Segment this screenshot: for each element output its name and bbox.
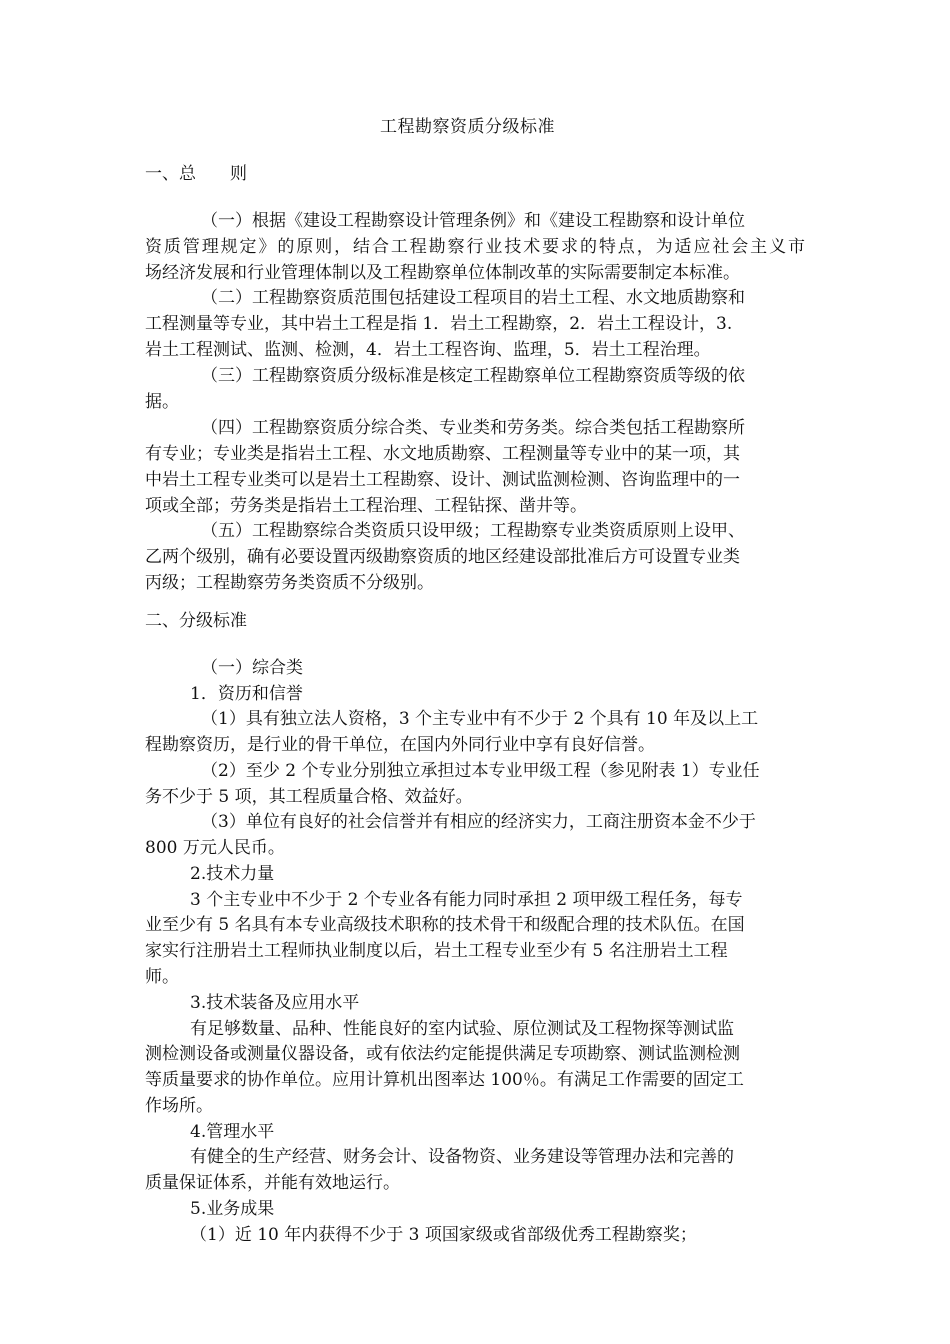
paragraph-line: 丙级；工程勘察劳务类资质不分级别。 <box>145 573 434 593</box>
paragraph-line: 岩土工程测试、监测、检测，4．岩土工程咨询、监理，5．岩土工程治理。 <box>145 340 711 360</box>
item-heading: 5.业务成果 <box>190 1199 275 1219</box>
paragraph-line: 据。 <box>145 392 179 412</box>
paragraph-line: 程勘察资历，是行业的骨干单位，在国内外同行业中享有良好信誉。 <box>145 735 655 755</box>
paragraph-line: （五）工程勘察综合类资质只设甲级；工程勘察专业类资质原则上设甲、 <box>201 521 745 541</box>
paragraph-line: 师。 <box>145 967 179 987</box>
paragraph-line: 测检测设备或测量仪器设备，或有依法约定能提供满足专项勘察、测试监测检测 <box>145 1044 740 1064</box>
section-heading-grading: 二、分级标准 <box>145 611 247 631</box>
item-heading: 4.管理水平 <box>190 1122 275 1142</box>
paragraph-line: 家实行注册岩土工程师执业制度以后，岩土工程专业至少有 5 名注册岩土工程 <box>145 941 728 961</box>
paragraph-line: （三）工程勘察资质分级标准是核定工程勘察单位工程勘察资质等级的依 <box>201 366 745 386</box>
paragraph-line: 项或全部；劳务类是指岩土工程治理、工程钻探、凿井等。 <box>145 496 587 516</box>
paragraph-line: （1）具有独立法人资格，3 个主专业中有不少于 2 个具有 10 年及以上工 <box>201 709 759 729</box>
paragraph-line: 乙两个级别，确有必要设置丙级勘察资质的地区经建设部批准后方可设置专业类 <box>145 547 740 567</box>
paragraph-line: （四）工程勘察资质分综合类、专业类和劳务类。综合类包括工程勘察所 <box>201 418 745 438</box>
paragraph-line: 业至少有 5 名具有本专业高级技术职称的技术骨干和级配合理的技术队伍。在国 <box>145 915 745 935</box>
paragraph-line: 务不少于 5 项，其工程质量合格、效益好。 <box>145 787 473 807</box>
paragraph-line: （3）单位有良好的社会信誉并有相应的经济实力，工商注册资本金不少于 <box>201 812 756 832</box>
subsection-heading: （一）综合类 <box>201 658 303 678</box>
item-heading: 2.技术力量 <box>190 864 275 884</box>
paragraph-line: （二）工程勘察资质范围包括建设工程项目的岩土工程、水文地质勘察和 <box>201 288 745 308</box>
paragraph-line: 资质管理规定》的原则，结合工程勘察行业技术要求的特点，为适应社会主义市 <box>145 237 805 257</box>
paragraph-line: （1）近 10 年内获得不少于 3 项国家级或省部级优秀工程勘察奖； <box>190 1225 697 1245</box>
paragraph-line: 作场所。 <box>145 1096 213 1116</box>
paragraph-line: 800 万元人民币。 <box>145 838 285 858</box>
paragraph-line: 工程测量等专业，其中岩土工程是指 1．岩土工程勘察，2．岩土工程设计，3. <box>145 314 733 334</box>
paragraph-line: 有专业；专业类是指岩土工程、水文地质勘察、工程测量等专业中的某一项，其 <box>145 444 740 464</box>
section-heading-general: 一、总 则 <box>145 164 247 184</box>
paragraph-line: 场经济发展和行业管理体制以及工程勘察单位体制改革的实际需要制定本标准。 <box>145 263 740 283</box>
item-heading: 3.技术装备及应用水平 <box>190 993 360 1013</box>
paragraph-line: 有足够数量、品种、性能良好的室内试验、原位测试及工程物探等测试监 <box>190 1019 734 1039</box>
document-title: 工程勘察资质分级标准 <box>380 117 555 137</box>
paragraph-line: 3 个主专业中不少于 2 个专业各有能力同时承担 2 项甲级工程任务，每专 <box>190 890 743 910</box>
paragraph-line: （一）根据《建设工程勘察设计管理条例》和《建设工程勘察和设计单位 <box>201 211 745 231</box>
paragraph-line: 中岩土工程专业类可以是岩土工程勘察、设计、测试监测检测、咨询监理中的一 <box>145 470 740 490</box>
paragraph-line: （2）至少 2 个专业分别独立承担过本专业甲级工程（参见附表 1）专业任 <box>201 761 760 781</box>
item-heading: 1．资历和信誉 <box>190 684 303 704</box>
paragraph-line: 质量保证体系，并能有效地运行。 <box>145 1173 400 1193</box>
paragraph-line: 等质量要求的协作单位。应用计算机出图率达 100％。有满足工作需要的固定工 <box>145 1070 744 1090</box>
paragraph-line: 有健全的生产经营、财务会计、设备物资、业务建设等管理办法和完善的 <box>190 1147 734 1167</box>
